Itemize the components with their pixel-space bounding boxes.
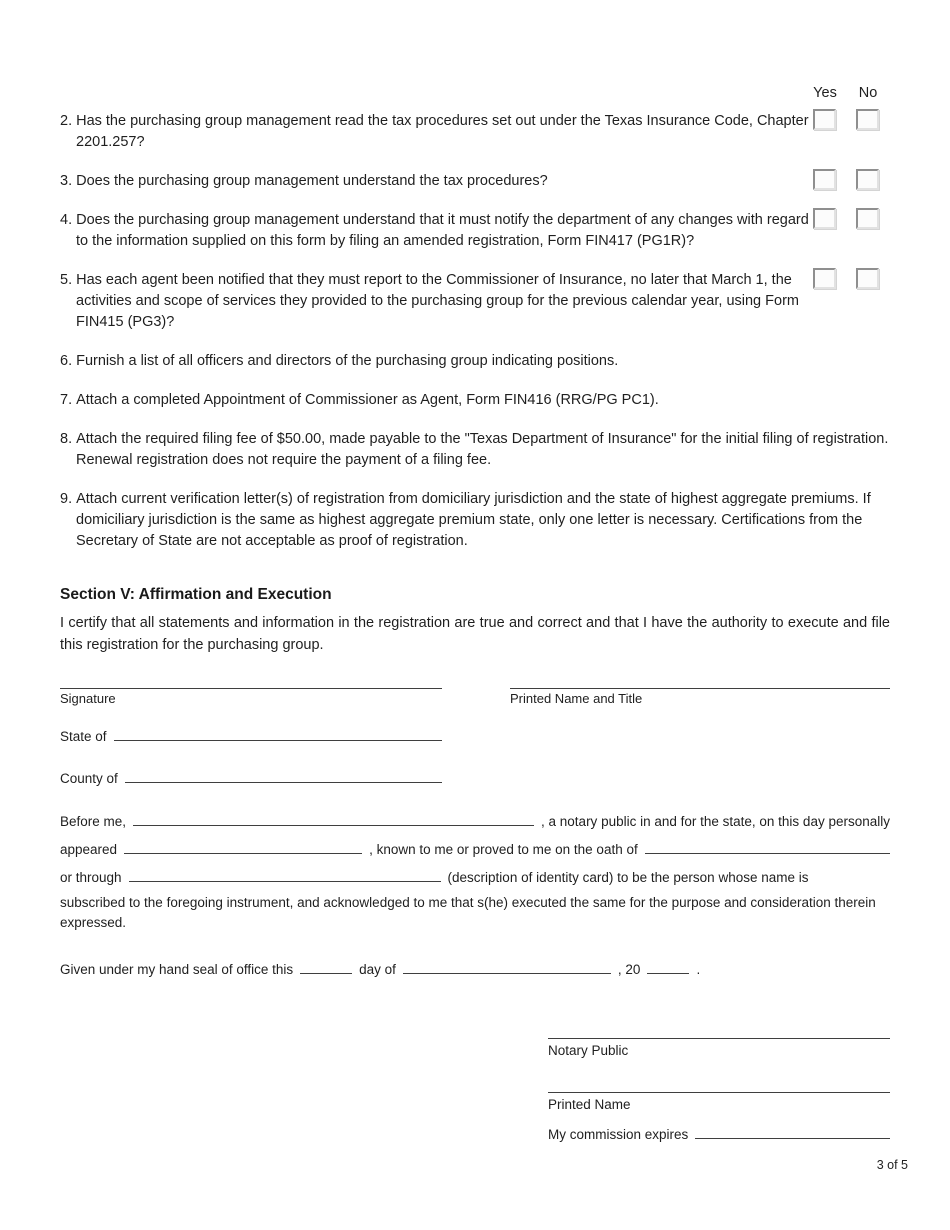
- question-number: 7.: [60, 392, 73, 408]
- question-7-text: [60, 390, 890, 411]
- question-3: [60, 171, 890, 192]
- question-2-yes-checkbox[interactable]: [813, 109, 836, 130]
- oath-tail-text: , known to me or proved to me on the oath of: [369, 842, 638, 857]
- question-3-no-checkbox[interactable]: [856, 169, 879, 190]
- question-5: [60, 270, 890, 333]
- or-through-label: or through: [60, 870, 122, 885]
- day-line: [300, 968, 352, 974]
- question-5-yes-checkbox[interactable]: [813, 268, 836, 289]
- question-4-no-checkbox[interactable]: [856, 208, 879, 229]
- yes-column-header: Yes: [813, 85, 837, 101]
- before-me-label: Before me,: [60, 814, 127, 829]
- or-through-row: [60, 870, 890, 885]
- oath-line: [645, 848, 890, 854]
- subscribed-paragraph: subscribed to the foregoing instrument, and acknowledged to me that s(he) executed the same for the purpose and consideration therein expressed.: [60, 895, 876, 930]
- notary-printed-name-label: Printed Name: [548, 1097, 631, 1112]
- question-number: 8.: [60, 431, 73, 447]
- given-label: Given under my hand seal of office this: [60, 962, 294, 977]
- page-number: 3 of 5: [876, 1158, 908, 1172]
- state-of-line: [114, 735, 442, 741]
- question-5-no-checkbox[interactable]: [856, 268, 879, 289]
- identity-card-line: [129, 876, 441, 882]
- questions-list: [60, 111, 890, 570]
- certification-statement: I certify that all statements and information in the registration are true and correct and that I have the authority to execute and file this registration for the purchasing group.: [60, 615, 890, 653]
- signature-label: Signature: [60, 691, 116, 706]
- county-of-row: [60, 771, 442, 786]
- question-text: Attach the required filing fee of $50.00, made payable to the "Texas Department of Insurance" for the initial filing of registration. Renewal registration does not require the payment of a filing fee.: [76, 431, 889, 468]
- month-line: [403, 968, 611, 974]
- question-number: 6.: [60, 353, 73, 369]
- question-4-text: [60, 210, 813, 252]
- no-column-header: No: [858, 85, 878, 101]
- question-7: [60, 390, 890, 411]
- appeared-row: [60, 842, 890, 857]
- question-text: Does the purchasing group management understand the tax procedures?: [76, 173, 548, 189]
- day-of-label: day of: [359, 962, 396, 977]
- question-number: 9.: [60, 491, 73, 507]
- question-9-text: [60, 489, 890, 552]
- question-2-checkboxes: [813, 109, 879, 130]
- printed-name-title-line: [510, 688, 890, 689]
- question-text: Has the purchasing group management read the tax procedures set out under the Texas Insurance Code, Chapter 2201.257?: [76, 113, 809, 150]
- county-of-label: County of: [60, 771, 118, 786]
- before-me-row: [60, 814, 890, 829]
- question-5-checkboxes: [813, 268, 879, 289]
- given-row: [60, 962, 890, 977]
- notary-tail-text: , a notary public in and for the state, on this day personally: [541, 814, 890, 829]
- notary-public-label: Notary Public: [548, 1043, 629, 1058]
- question-text: Attach a completed Appointment of Commissioner as Agent, Form FIN416 (RRG/PG PC1).: [76, 392, 659, 408]
- year-prefix-text: , 20: [617, 962, 641, 977]
- notary-name-line: [133, 820, 534, 826]
- question-5-text: [60, 270, 813, 333]
- question-4-checkboxes: [813, 208, 879, 229]
- question-2: [60, 111, 890, 153]
- commission-row: [548, 1127, 890, 1142]
- question-text: Does the purchasing group management understand that it must notify the department of any changes with regard to the information supplied on this form by filing an amended registration, Form FIN417 (PG1R)?: [76, 212, 809, 249]
- question-text: Attach current verification letter(s) of registration from domiciliary jurisdiction and the state of highest aggregate premiums. If domiciliary jurisdiction is the same as highest aggregate premium state, only one letter is necessary. Certifications from the Secretary of State are not acceptable as proof of registration.: [76, 491, 871, 549]
- question-number: 4.: [60, 212, 73, 228]
- state-of-label: State of: [60, 729, 107, 744]
- printed-name-title-label: Printed Name and Title: [510, 691, 643, 706]
- question-2-text: [60, 111, 813, 153]
- sentence-period: .: [696, 962, 701, 977]
- notary-printed-name-line: [548, 1092, 890, 1093]
- signature-line: [60, 688, 442, 689]
- notary-public-line: [548, 1038, 890, 1039]
- state-of-row: [60, 729, 442, 744]
- question-number: 5.: [60, 272, 73, 288]
- question-3-checkboxes: [813, 169, 879, 190]
- section-v-heading: Section V: Affirmation and Execution: [60, 586, 332, 603]
- question-8-text: [60, 429, 890, 471]
- question-3-text: [60, 171, 813, 192]
- question-4: [60, 210, 890, 252]
- question-4-yes-checkbox[interactable]: [813, 208, 836, 229]
- appeared-label: appeared: [60, 842, 118, 857]
- commission-expires-line: [695, 1133, 890, 1139]
- question-2-no-checkbox[interactable]: [856, 109, 879, 130]
- year-line: [647, 968, 689, 974]
- commission-label: My commission expires: [548, 1127, 689, 1142]
- question-9: [60, 489, 890, 552]
- county-of-line: [125, 777, 442, 783]
- question-6: [60, 351, 890, 372]
- question-8: [60, 429, 890, 471]
- question-number: 3.: [60, 173, 73, 189]
- appeared-name-line: [124, 848, 362, 854]
- identity-tail-text: (description of identity card) to be the person whose name is: [447, 870, 809, 885]
- question-number: 2.: [60, 113, 73, 129]
- question-text: Furnish a list of all officers and directors of the purchasing group indicating positions.: [76, 353, 619, 369]
- question-text: Has each agent been notified that they must report to the Commissioner of Insurance, no later that March 1, the activities and scope of services they provided to the purchasing group for the previous calendar year, using Form FIN415 (PG3)?: [76, 272, 799, 330]
- question-6-text: [60, 351, 890, 372]
- question-3-yes-checkbox[interactable]: [813, 169, 836, 190]
